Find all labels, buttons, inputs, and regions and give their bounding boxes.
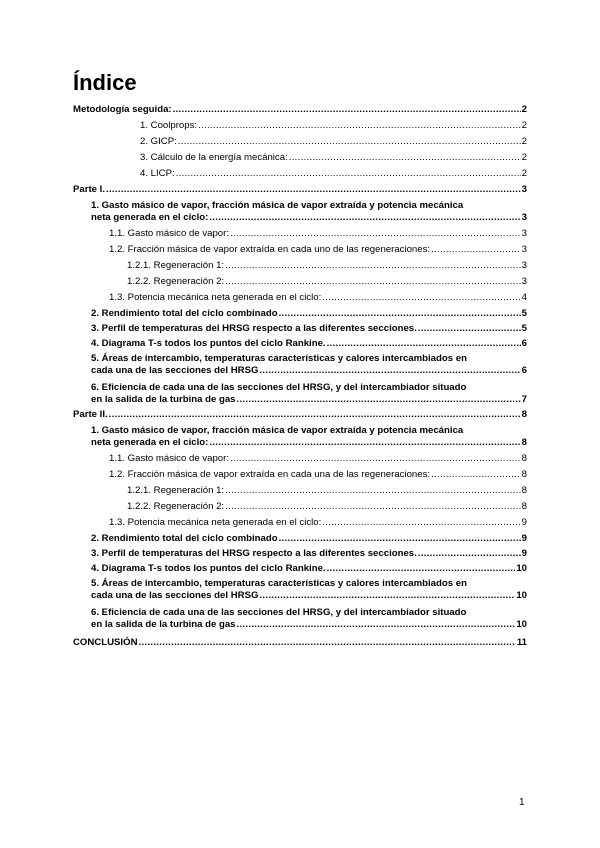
toc-entry-metodologia[interactable]: Metodología seguida: ..... 2	[73, 104, 527, 116]
toc-entry-parte-1[interactable]: Parte I. ..... 3	[73, 184, 527, 196]
toc-entry-coolprops[interactable]: 1. Coolprops: ..... 2	[140, 120, 527, 132]
toc-entry-conclusion[interactable]: CONCLUSIÓN ..... 11	[73, 637, 527, 649]
toc-entry-p2-potencia-mecanica[interactable]: 1.3. Potencia mecánica neta generada en el ciclo: ..... 9	[109, 517, 527, 529]
page-title: Índice	[73, 70, 137, 95]
toc-entry-p2-regeneracion-1[interactable]: 1.2.1. Regeneración 1: ..... 8	[127, 485, 527, 497]
toc-entry-p2-eficiencia[interactable]: 6. Eficiencia de cada una de las secciones del HRSG, y del intercambiador situado en la salida de la turbina de gas ..... 10	[91, 607, 527, 631]
toc-entry-p1-diagrama-ts[interactable]: 4. Diagrama T-s todos los puntos del ciclo Rankine. ..... 6	[91, 338, 527, 350]
toc-entry-p1-rendimiento[interactable]: 2. Rendimiento total del ciclo combinado ..... 5	[91, 308, 527, 320]
toc-entry-p1-regeneracion-1[interactable]: 1.2.1. Regeneración 1: ..... 3	[127, 260, 527, 272]
toc-entry-p2-diagrama-ts[interactable]: 4. Diagrama T-s todos los puntos del ciclo Rankine. ..... 10	[91, 563, 527, 575]
toc-entry-p1-gasto-fraccion-potencia[interactable]: 1. Gasto másico de vapor, fracción másica de vapor extraída y potencia mecánica neta generada en el ciclo: ..... 3	[91, 200, 527, 224]
toc-entry-p1-perfil-temperaturas[interactable]: 3. Perfil de temperaturas del HRSG respecto a las diferentes secciones. ..... 5	[91, 323, 527, 335]
toc-entry-parte-2[interactable]: Parte II. ..... 8	[73, 409, 527, 421]
toc-entry-p1-fraccion-masica[interactable]: 1.2. Fracción másica de vapor extraída en cada uno de las regeneraciones: ..... 3	[109, 244, 527, 256]
toc-entry-gicp[interactable]: 2. GICP: ..... 2	[140, 136, 527, 148]
page-number: 1	[519, 797, 525, 808]
toc-entry-p1-areas-intercambio[interactable]: 5. Áreas de intercambio, temperaturas características y calores intercambiados en cada una de las secciones del HRSG ..... 6	[91, 353, 527, 377]
toc-entry-p2-gasto-fraccion-potencia[interactable]: 1. Gasto másico de vapor, fracción másica de vapor extraída y potencia mecánica neta generada en el ciclo: ..... 8	[91, 425, 527, 449]
toc-entry-p2-perfil-temperaturas[interactable]: 3. Perfil de temperaturas del HRSG respecto a las diferentes secciones. ..... 9	[91, 548, 527, 560]
toc-entry-p1-potencia-mecanica[interactable]: 1.3. Potencia mecánica neta generada en el ciclo: ..... 4	[109, 292, 527, 304]
toc-entry-licp[interactable]: 4. LICP: ..... 2	[140, 168, 527, 180]
toc-entry-p1-gasto-masico[interactable]: 1.1. Gasto másico de vapor: ..... 3	[109, 228, 527, 240]
toc-entry-p1-eficiencia[interactable]: 6. Eficiencia de cada una de las secciones del HRSG, y del intercambiador situado en la salida de la turbina de gas ..... 7	[91, 382, 527, 406]
toc-entry-p1-regeneracion-2[interactable]: 1.2.2. Regeneración 2: ..... 3	[127, 276, 527, 288]
toc-entry-p2-areas-intercambio[interactable]: 5. Áreas de intercambio, temperaturas características y calores intercambiados en cada una de las secciones del HRSG ..... 10	[91, 578, 527, 602]
toc-entry-energia-mecanica[interactable]: 3. Cálculo de la energía mecánica: ..... 2	[140, 152, 527, 164]
toc-entry-p2-regeneracion-2[interactable]: 1.2.2. Regeneración 2: ..... 8	[127, 501, 527, 513]
toc-entry-p2-gasto-masico[interactable]: 1.1. Gasto másico de vapor: ..... 8	[109, 453, 527, 465]
toc-entry-p2-fraccion-masica[interactable]: 1.2. Fracción másica de vapor extraída en cada una de las regeneraciones: ..... 8	[109, 469, 527, 481]
toc-entry-p2-rendimiento[interactable]: 2. Rendimiento total del ciclo combinado ..... 9	[91, 533, 527, 545]
